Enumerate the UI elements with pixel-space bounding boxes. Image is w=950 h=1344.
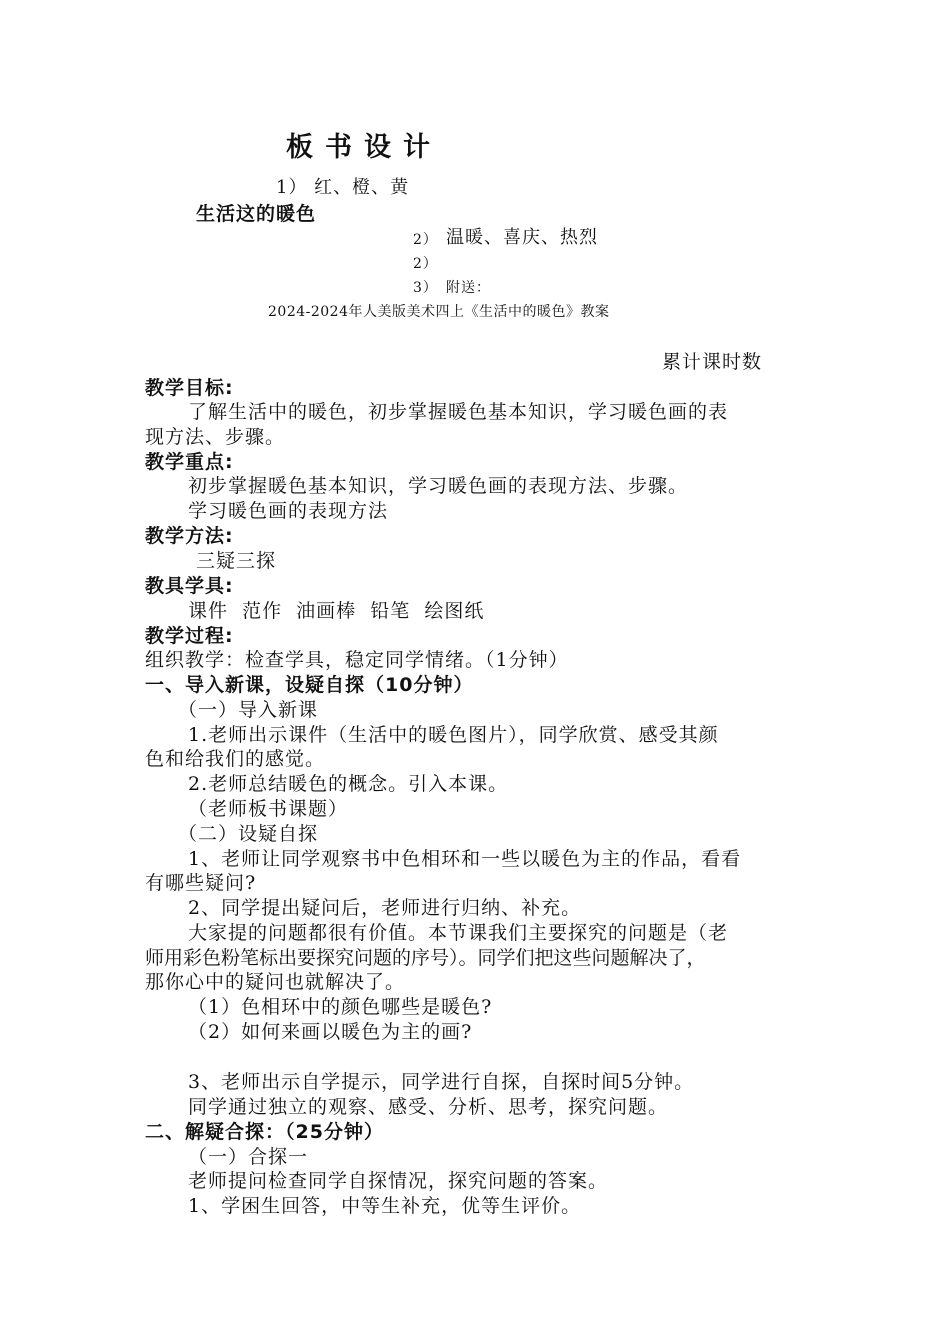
text-line: 初步掌握暖色基本知识，学习暖色画的表现方法、步骤。 <box>188 475 689 497</box>
text-line: 大家提的问题都很有价值。本节课我们主要探究的问题是（老 <box>188 922 729 944</box>
board-item-3-text: 附送： <box>446 280 491 296</box>
heading-methods: 教学方法: <box>145 525 234 547</box>
text-line: 2.老师总结暖色的概念。引入本课。 <box>188 773 509 795</box>
board-item-2-num: 2） <box>413 232 438 248</box>
text-line: （二）设疑自探 <box>178 823 319 845</box>
text-line: 老师提问检查同学自探情况，探究问题的答案。 <box>188 1170 609 1192</box>
text-line: （一）导入新课 <box>178 699 319 721</box>
text-line: 同学通过独立的观察、感受、分析、思考，探究问题。 <box>188 1096 669 1118</box>
text-line: 师用彩色粉笔标出要探究问题的序号）。同学们把这些问题解决了， <box>145 947 706 969</box>
text-line: 3、老师出示自学提示，同学进行自探，自探时间5分钟。 <box>188 1071 695 1093</box>
board-item-3-num: 3） <box>413 280 438 296</box>
board-item-2-text: 温暖、喜庆、热烈 <box>446 227 598 248</box>
heading-tools: 教具学具: <box>145 575 234 597</box>
text-line: 2、同学提出疑问后，老师进行归纳、补充。 <box>188 897 582 919</box>
board-subject: 生活这的暖色 <box>196 203 317 225</box>
text-line: 三疑三探 <box>196 550 277 572</box>
text-line: （老师板书课题） <box>188 798 349 820</box>
section-heading-1: 一、导入新课，设疑自探（10分钟） <box>145 674 474 696</box>
text-line: 那你心中的疑问也就解决了。 <box>145 971 406 993</box>
document-title: 2024-2024年人美版美术四上《生活中的暖色》教案 <box>268 304 610 320</box>
text-line: （2）如何来画以暖色为主的画? <box>188 1021 473 1043</box>
text-line: （一）合探一 <box>188 1146 309 1168</box>
text-line: 现方法、步骤。 <box>145 426 286 448</box>
text-line: 色和给我们的感觉。 <box>145 748 326 770</box>
text-line: 1、学困生回答，中等生补充，优等生评价。 <box>188 1195 582 1217</box>
board-item-1: 1） 红、橙、黄 <box>276 177 410 198</box>
heading-key-points: 教学重点: <box>145 451 234 473</box>
text-line: 学习暖色画的表现方法 <box>188 500 389 522</box>
board-design-title: 板书设计 <box>286 132 442 163</box>
text-line: （1）色相环中的颜色哪些是暖色? <box>188 996 493 1018</box>
text-line: 1、老师让同学观察书中色相环和一些以暖色为主的作品，看看 <box>188 848 742 870</box>
text-line: 组织教学：检查学具，稳定同学情绪。（1分钟） <box>145 649 569 671</box>
cumulative-hours: 累计课时数 <box>662 351 763 373</box>
text-line: 有哪些疑问? <box>145 872 257 894</box>
board-item-2b: 2） <box>413 256 438 272</box>
heading-process: 教学过程: <box>145 625 234 647</box>
text-line: 了解生活中的暖色，初步掌握暖色基本知识，学习暖色画的表 <box>188 401 729 423</box>
section-heading-2: 二、解疑合探：（25分钟） <box>145 1121 384 1143</box>
text-line: 1.老师出示课件（生活中的暖色图片），同学欣赏、感受其颜 <box>188 724 719 746</box>
heading-objectives: 教学目标: <box>145 377 234 399</box>
text-line: 课件 范作 油画棒 铅笔 绘图纸 <box>188 600 485 622</box>
